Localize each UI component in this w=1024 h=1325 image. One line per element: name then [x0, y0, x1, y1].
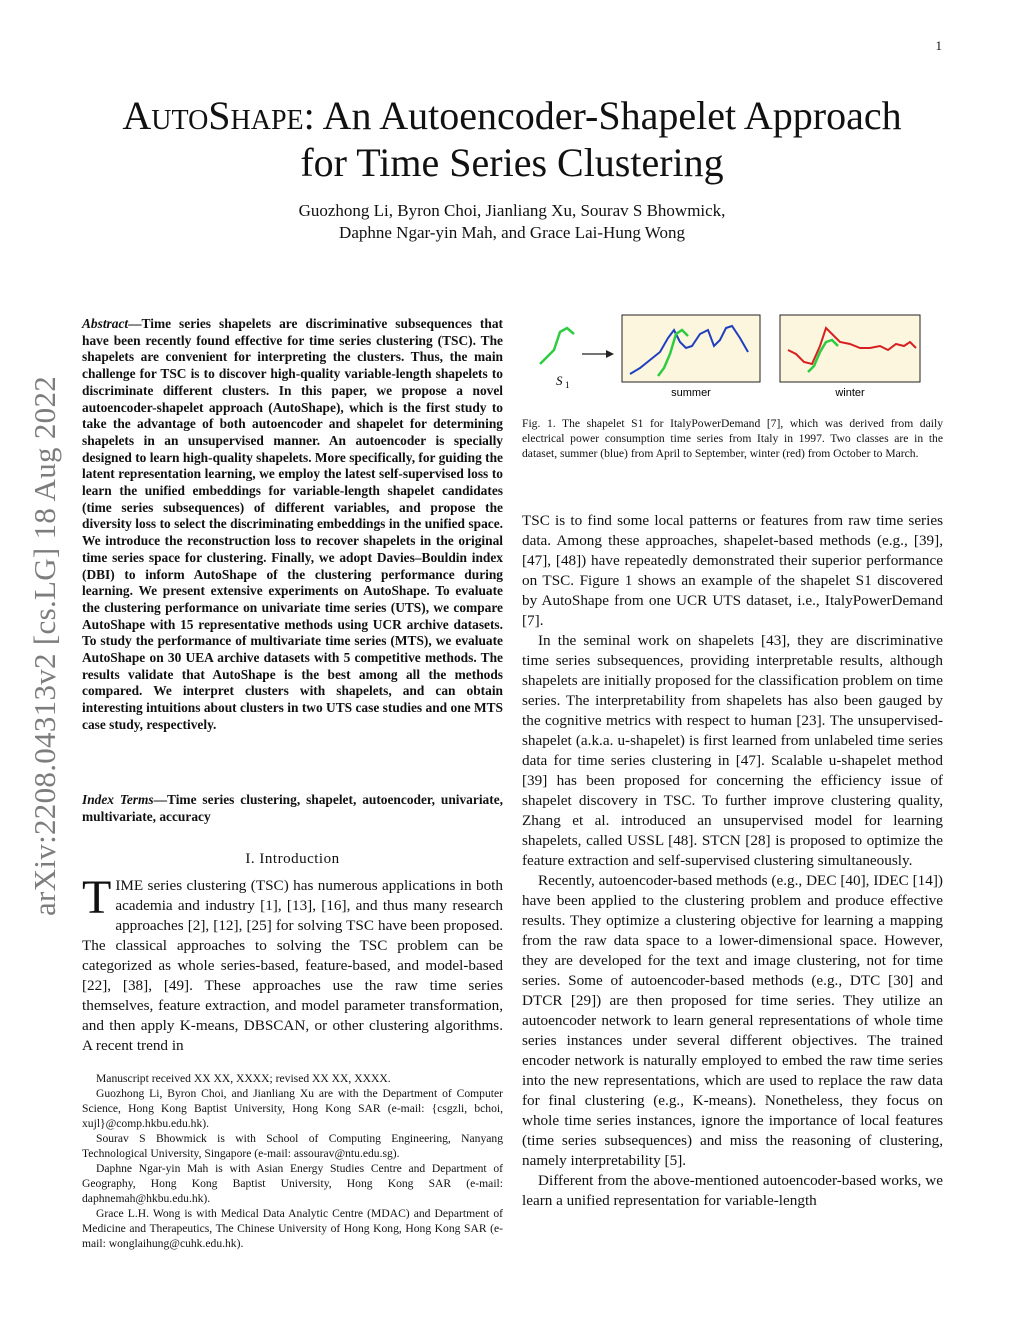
figure-1-svg	[522, 312, 943, 404]
title-line2: for Time Series Clustering	[300, 140, 724, 185]
index-terms	[82, 792, 503, 825]
footnote: Grace L.H. Wong is with Medical Data Analytic Centre (MDAC) and Department of Medicine and Therapeutics, The Chinese University of Hong Kong, Hong Kong SAR (e-mail: wonglaihung@cuhk.edu.hk).	[82, 1207, 503, 1250]
abstract	[82, 316, 503, 734]
intro-text: IME series clustering (TSC) has numerous applications in both academia and industry [1], [13], [16], and thus many research approaches [2], [12], [25] for solving TSC have been proposed. The classical approaches to solving the TSC problem can be categorized as whole series-based, feature-based, and model-based [22], [38], [49]. These approaches use the raw time series themselves, feature extraction, and model parameter transformation, and then apply K-means, DBSCAN, or other clustering algorithms. A recent trend in	[82, 877, 503, 1054]
abstract-text: —Time series shapelets are discriminative subsequences that have been recently found effective for time series clustering (TSC). The shapelets are convenient for interpreting the clusters. Thus, the main challenge for TSC is to discover high-quality variable-length shapelets to discriminate different clusters. In this paper, we propose a novel autoencoder-shapelet approach (AutoShape), which is the first study to take the advantage of both autoencoder and shapelet for determining shapelets in an unsupervised manner. An autoencoder is specially designed to learn high-quality shapelets. More specifically, for guiding the latent representation learning, we employ the latest self-supervised loss to learn the unified embeddings for variable-length shapelet candidates (time series subsequences) of different variables, and propose the diversity loss to select the discriminating embeddings in the unified space. We introduce the reconstruction loss to recover shapelets in the original time series space for clustering. Finally, we adopt Davies–Bouldin index (DBI) to inform AutoShape of the clustering performance during learning. We present extensive experiments on AutoShape. To evaluate the clustering performance on univariate time series (UTS), we compare AutoShape with 15 representative methods using UCR archive datasets. To study the performance of multivariate time series (MTS), we evaluate AutoShape on 30 UEA archive datasets with 5 competitive methods. The results validate that AutoShape is the best among all the methods compared. We interpret clusters with shapelets, and can obtain interesting intuitions about clusters in two UTS case studies and one MTS case study, respectively.	[82, 316, 503, 732]
footnote: Guozhong Li, Byron Choi, and Jianliang Xu are with the Department of Computer Science, Hong Kong Baptist University, Hong Kong SAR (e-mail: {csgzli, bchoi, xujl}@comp.hkbu.edu.hk).	[82, 1087, 503, 1130]
summer-label: summer	[671, 387, 711, 399]
footnotes	[82, 1071, 503, 1251]
footnote: Daphne Ngar-yin Mah is with Asian Energy Studies Centre and Department of Geography, Hong Kong Baptist University, Hong Kong SAR (e-mail: daphnemah@hkbu.edu.hk).	[82, 1162, 503, 1205]
winter-label: winter	[835, 387, 865, 399]
paragraph: In the seminal work on shapelets [43], they are discriminative time series subsequences, providing interpretable results, although shapelets are initially proposed for the classification problem on time series. The interpretability from shapelets has also been gauged by the cognitive metrics with respect to human [23]. The unsupervised-shapelet (a.k.a. u-shapelet) is first learned from unlabeled time series data for time series clustering in [47]. Scalable u-shapelet method [39] has been proposed for concerning the efficiency issue of shapelet discovery in TSC. To further improve clustering quality, Zhang et al. introduced an unsupervised model for learning shapelets, called USSL [48]. STCN [28] is proposed to optimize the feature extraction and self-supervised clustering simultaneously.	[522, 632, 943, 869]
footnote: Sourav S Bhowmick is with School of Computing Engineering, Nanyang Technological University, Singapore (e-mail: assourav@ntu.edu.sg).	[82, 1132, 503, 1160]
index-terms-text: —Time series clustering, shapelet, autoencoder, univariate, multivariate, accuracy	[82, 792, 503, 824]
section-heading: I. Introduction	[245, 851, 340, 867]
authors-line1: Guozhong Li, Byron Choi, Jianliang Xu, Sourav S Bhowmick,	[298, 201, 726, 220]
arrow-head-icon	[606, 350, 614, 358]
right-column-text	[522, 511, 943, 1211]
authors	[60, 200, 964, 244]
index-terms-lead: Index Terms	[82, 792, 154, 807]
intro-paragraph	[82, 871, 503, 1056]
figure-caption: Fig. 1. The shapelet S1 for ItalyPowerDemand [7], which was derived from daily electrical power consumption time series from Italy in 1997. Two classes are in the dataset, summer (blue) from April to September, winter (red) from October to March.	[522, 417, 943, 460]
summer-panel	[622, 315, 760, 382]
footnote: Manuscript received XX XX, XXXX; revised XX XX, XXXX.	[96, 1072, 391, 1085]
arxiv-stamp: arXiv:2208.04313v2 [cs.LG] 18 Aug 2022	[27, 375, 62, 917]
shapelet-subscript: 1	[565, 380, 570, 390]
figure-1	[522, 312, 943, 402]
abstract-lead: Abstract	[82, 316, 129, 331]
title-rest: : An Autoencoder-Shapelet Approach	[303, 93, 902, 138]
paragraph: Different from the above-mentioned autoencoder-based works, we learn a unified representation for variable-length	[522, 1172, 943, 1209]
authors-line2: Daphne Ngar-yin Mah, and Grace Lai-Hung Wong	[339, 223, 685, 242]
title-name: AutoShape	[122, 93, 304, 138]
paragraph: Recently, autoencoder-based methods (e.g., DEC [40], IDEC [14]) have been applied to the clustering problem and produce effective results. They optimize a clustering objective for learning a mapping from the raw data space to a lower-dimensional space. However, they are developed for the text and image clustering, not for time series. Some of autoencoder-based methods (e.g., DTC [30] and DTCR [29]) are then proposed for time series. They utilize an autoencoder network to learn general representations of whole time series instances under several different objectives. The trained encoder network is naturally employed to embed the raw time series into the new representations, which are used to replace the raw data for final clustering (e.g., K-means). Nonetheless, they focus on whole time series instances, ignore the importance of local features (time series subsequences) and miss the reasoning of clustering, namely interpretability [5].	[522, 872, 943, 1169]
paragraph: TSC is to find some local patterns or features from raw time series data. Among these approaches, shapelet-based methods (e.g., [39], [47], [48]) have repeatedly demonstrated their superior performance on TSC. Figure 1 shows an example of the shapelet S1 discovered by AutoShape from one UCR UTS dataset, i.e., ItalyPowerDemand [7].	[522, 512, 943, 629]
page-number: 1	[935, 38, 942, 53]
shapelet-curve	[540, 328, 574, 364]
paper-title	[60, 92, 964, 186]
dropcap: T	[82, 871, 112, 924]
shapelet-label: S	[556, 373, 563, 388]
winter-panel	[780, 315, 920, 382]
